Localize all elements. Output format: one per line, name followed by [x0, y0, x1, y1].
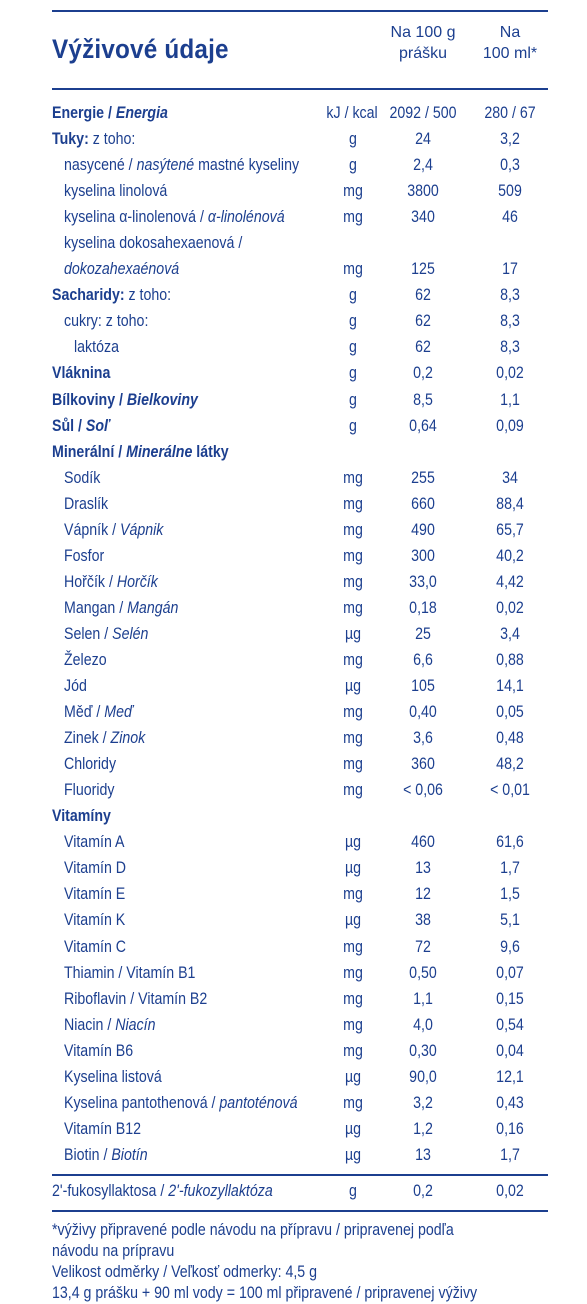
table-row — [52, 569, 548, 595]
text-segment: Vitamín C — [64, 937, 127, 956]
value-per-100g: 360 — [411, 755, 435, 774]
text-segment: Selén — [112, 624, 149, 643]
nutrient-name — [64, 1116, 141, 1142]
unit: mg — [343, 182, 363, 201]
text-segment: Vápník / — [64, 520, 121, 539]
unit: mg — [343, 963, 363, 982]
value-per-100g: 4,0 — [413, 1015, 433, 1034]
value-per-100g: 340 — [411, 208, 435, 227]
text-segment: Sůl / — [52, 416, 86, 435]
unit: mg — [343, 781, 363, 800]
nutrient-name — [64, 517, 163, 543]
value-per-100ml: 3,4 — [500, 624, 520, 643]
value-per-100ml: 17 — [502, 260, 518, 279]
text-segment: Jód — [64, 677, 87, 696]
value-per-100g: 0,64 — [409, 416, 437, 435]
value-per-100ml: 9,6 — [500, 937, 520, 956]
unit: µg — [344, 1119, 362, 1138]
value-per-100ml: 8,3 — [500, 286, 520, 305]
table-header — [52, 12, 548, 90]
value-per-100g: 1,2 — [413, 1119, 433, 1138]
value-per-100g: 25 — [415, 624, 431, 643]
value-per-100g: 490 — [411, 520, 435, 539]
text-segment: Vitamín A — [64, 833, 125, 852]
value-per-100ml: 0,09 — [496, 416, 524, 435]
value-per-100ml: 1,7 — [500, 1145, 520, 1164]
text-segment: výživy — [434, 1283, 478, 1302]
nutrient-name — [64, 178, 167, 204]
nutrient-name — [64, 569, 158, 595]
value-per-100ml: 14,1 — [496, 677, 524, 696]
table-row — [52, 1142, 548, 1168]
nutrition-rows — [52, 90, 548, 1168]
unit: g — [349, 130, 357, 149]
text-segment: Sacharidy: — [52, 286, 125, 305]
table-row — [52, 282, 548, 308]
text-segment: Soľ — [85, 416, 110, 435]
text-segment: Zinek / — [64, 729, 111, 748]
nutrient-name — [64, 881, 125, 907]
unit: mg — [343, 1015, 363, 1034]
value-per-100g: 38 — [415, 911, 431, 930]
unit: mg — [343, 1041, 363, 1060]
unit: mg — [343, 494, 363, 513]
text-segment: Fosfor — [64, 546, 105, 565]
table-row — [52, 595, 548, 621]
unit: mg — [343, 572, 363, 591]
unit: mg — [343, 598, 363, 617]
scoop-size-note — [52, 1262, 542, 1283]
value-per-100g: 255 — [411, 468, 435, 487]
value-per-100g: 0,2 — [413, 1181, 433, 1200]
nutrient-name — [64, 543, 104, 569]
unit: g — [349, 1181, 357, 1200]
value-per-100ml: 0,02 — [496, 598, 524, 617]
unit: g — [349, 390, 357, 409]
text-segment: z toho: — [88, 130, 136, 149]
nutrient-name — [64, 647, 107, 673]
unit: µg — [344, 859, 362, 878]
text-segment: Fluoridy — [64, 781, 115, 800]
value-per-100ml: 65,7 — [496, 520, 524, 539]
table-row — [52, 439, 548, 465]
text-segment: 2'-fukozyllaktóza — [168, 1181, 273, 1200]
value-per-100ml: 46 — [502, 208, 518, 227]
text-segment: Velikost odměrky / — [52, 1262, 172, 1281]
unit: mg — [343, 703, 363, 722]
table-row — [52, 777, 548, 803]
value-per-100ml: 88,4 — [496, 494, 524, 513]
text-segment: Sodík — [64, 468, 101, 487]
text-segment: látky — [192, 442, 229, 461]
unit: mg — [343, 937, 363, 956]
value-per-100ml: 0,15 — [496, 989, 524, 1008]
text-segment: kyselina dokosahexaenová / — [64, 234, 243, 253]
unit: mg — [343, 208, 363, 227]
text-segment: Zinok — [110, 729, 146, 748]
text-segment: *výživy připravené podle návodu na přípravu / — [52, 1220, 344, 1239]
value-per-100ml: 5,1 — [500, 911, 520, 930]
value-per-100g: 660 — [411, 494, 435, 513]
table-row — [52, 1090, 548, 1116]
value-per-100g: 1,1 — [413, 989, 433, 1008]
text-segment: mastné kyseliny — [194, 156, 300, 175]
value-per-100g: 62 — [415, 312, 431, 331]
value-per-100g: 125 — [411, 260, 435, 279]
table-row — [52, 204, 548, 230]
value-per-100ml: 34 — [502, 468, 518, 487]
value-per-100ml: 40,2 — [496, 546, 524, 565]
table-row — [52, 647, 548, 673]
unit: µg — [344, 1067, 362, 1086]
nutrient-name — [52, 1178, 273, 1204]
unit: µg — [344, 677, 362, 696]
nutrient-name — [64, 1142, 148, 1168]
text-segment: kyselina α-linolenová / — [64, 208, 208, 227]
value-per-100ml: 0,04 — [496, 1041, 524, 1060]
text-segment: Veľkosť odmerky — [171, 1262, 278, 1281]
text-segment: Energia — [115, 104, 168, 122]
unit: mg — [343, 260, 363, 279]
nutrient-name — [64, 1038, 133, 1064]
nutrient-name — [64, 491, 108, 517]
nutrient-name — [52, 360, 110, 386]
nutrient-name — [64, 673, 87, 699]
nutrient-name — [64, 751, 116, 777]
value-per-100ml: 0,88 — [496, 650, 524, 669]
text-segment: Tuky: — [52, 130, 89, 149]
footnote-line-1 — [52, 1220, 542, 1241]
table-row — [52, 308, 548, 334]
text-segment: Riboflavin / Vitamín B2 — [64, 989, 208, 1008]
value-per-100ml: 1,7 — [500, 859, 520, 878]
nutrient-name — [64, 960, 195, 986]
unit: g — [349, 286, 357, 305]
text-segment: 2'-fukosyllaktosa / — [52, 1181, 169, 1200]
nutrient-name — [64, 986, 207, 1012]
unit: g — [349, 416, 357, 435]
text-segment: Minerální / — [52, 442, 127, 461]
nutrient-name — [64, 204, 285, 230]
text-segment: Meď — [104, 703, 133, 722]
text-segment: Vitamín K — [64, 911, 126, 930]
nutrient-name — [52, 439, 229, 465]
table-row — [52, 230, 548, 256]
value-per-100g: 2092 / 500 — [389, 104, 457, 122]
unit: mg — [343, 885, 363, 904]
text-segment: cukry: z toho: — [64, 312, 149, 331]
value-per-100g: 0,18 — [409, 598, 437, 617]
table-row — [52, 855, 548, 881]
value-per-100g: 62 — [415, 286, 431, 305]
nutrient-name — [64, 595, 178, 621]
value-per-100ml: 8,3 — [500, 338, 520, 357]
table-row — [52, 256, 548, 282]
value-per-100g: 2,4 — [413, 156, 433, 175]
table-row — [52, 413, 548, 439]
value-per-100g: 12 — [415, 885, 431, 904]
nutrient-name — [64, 1090, 298, 1116]
nutrient-name — [64, 465, 100, 491]
column-header-per-100g-line2: prášku — [398, 45, 448, 62]
text-segment: Vápnik — [120, 520, 164, 539]
text-segment: Bílkoviny / — [52, 390, 127, 409]
value-per-100g: 105 — [411, 677, 435, 696]
value-per-100ml: 1,1 — [500, 390, 520, 409]
unit: mg — [343, 520, 363, 539]
text-segment: Draslík — [64, 494, 109, 513]
nutrient-name — [64, 621, 148, 647]
value-per-100g: 62 — [415, 338, 431, 357]
unit: µg — [344, 624, 362, 643]
text-segment: Vitamín E — [64, 885, 126, 904]
nutrient-name — [64, 934, 126, 960]
text-segment: laktóza — [74, 338, 119, 357]
value-per-100ml: 0,16 — [496, 1119, 524, 1138]
nutrient-name — [64, 230, 242, 256]
unit: mg — [343, 729, 363, 748]
table-row — [52, 334, 548, 360]
nutrient-name — [74, 334, 119, 360]
table-row — [52, 803, 548, 829]
text-segment: Kyselina pantothenová / — [64, 1093, 220, 1112]
text-segment: Bielkoviny — [126, 390, 198, 409]
table-row — [52, 751, 548, 777]
text-segment: Niacin / — [64, 1015, 116, 1034]
table-row — [52, 491, 548, 517]
nutrition-panel — [52, 10, 548, 1304]
value-per-100g: 0,2 — [413, 364, 433, 383]
text-segment: Biotín — [111, 1145, 148, 1164]
value-per-100g: 90,0 — [409, 1067, 437, 1086]
table-row — [52, 881, 548, 907]
text-segment: kyselina linolová — [64, 182, 168, 201]
text-segment: Hořčík / — [64, 572, 117, 591]
text-segment: Biotin / — [64, 1145, 112, 1164]
table-row — [52, 1116, 548, 1142]
value-per-100g: 300 — [411, 546, 435, 565]
nutrient-name — [52, 100, 168, 126]
table-row — [52, 152, 548, 178]
unit: mg — [343, 546, 363, 565]
unit: g — [349, 364, 357, 383]
column-header-per-100ml-line1: Na — [499, 24, 521, 41]
unit: kJ / kcal — [326, 104, 378, 122]
table-row — [52, 465, 548, 491]
preparation-note — [52, 1283, 542, 1304]
text-segment: Chloridy — [64, 755, 117, 774]
nutrient-name — [52, 126, 135, 152]
value-per-100g: 3800 — [407, 182, 439, 201]
value-per-100g: 13 — [415, 859, 431, 878]
text-segment: dokozahexaénová — [64, 260, 180, 279]
table-row — [52, 621, 548, 647]
column-header-per-100g — [378, 22, 468, 64]
nutrient-name — [64, 308, 148, 334]
table-row — [52, 986, 548, 1012]
text-segment: pripravenej — [364, 1283, 435, 1302]
table-row — [52, 673, 548, 699]
value-per-100g: 3,2 — [413, 1093, 433, 1112]
unit: g — [349, 156, 357, 175]
nutrient-name — [64, 855, 126, 881]
value-per-100g: < 0,06 — [403, 781, 443, 800]
nutrient-name — [64, 777, 114, 803]
value-per-100g: 24 — [415, 130, 431, 149]
table-row — [52, 1038, 548, 1064]
text-segment: Energie / — [52, 104, 116, 122]
text-segment: Měď / — [64, 703, 105, 722]
table-row — [52, 100, 548, 126]
nutrient-name — [64, 907, 125, 933]
value-per-100ml: 8,3 — [500, 312, 520, 331]
value-per-100g: 13 — [415, 1145, 431, 1164]
nutrient-name — [64, 152, 299, 178]
unit: mg — [343, 468, 363, 487]
text-segment: Mangan / — [64, 598, 128, 617]
value-per-100ml: 0,07 — [496, 963, 524, 982]
value-per-100g: 8,5 — [413, 390, 433, 409]
value-per-100ml: 4,42 — [496, 572, 524, 591]
value-per-100ml: 3,2 — [500, 130, 520, 149]
value-per-100g: 0,40 — [409, 703, 437, 722]
value-per-100g: 6,6 — [413, 650, 433, 669]
unit: µg — [344, 833, 362, 852]
unit: mg — [343, 650, 363, 669]
text-segment: Thiamin / Vitamín B1 — [64, 963, 196, 982]
table-row — [52, 1064, 548, 1090]
nutrient-name — [64, 1012, 155, 1038]
unit: g — [349, 312, 357, 331]
table-row — [52, 543, 548, 569]
value-per-100g: 33,0 — [409, 572, 437, 591]
value-per-100ml: 12,1 — [496, 1067, 524, 1086]
nutrient-name — [64, 725, 145, 751]
table-row — [52, 126, 548, 152]
nutrient-name — [52, 282, 171, 308]
nutrient-name — [52, 413, 110, 439]
text-segment: Niacín — [115, 1015, 156, 1034]
text-segment: Mangán — [127, 598, 179, 617]
table-row — [52, 960, 548, 986]
text-segment: α-linolénová — [207, 208, 285, 227]
text-segment: Horčík — [116, 572, 158, 591]
column-header-per-100g-line1: Na 100 g — [390, 24, 456, 41]
footnote-line-2 — [52, 1241, 542, 1262]
table-row — [52, 517, 548, 543]
table-row — [52, 699, 548, 725]
column-header-per-100ml — [472, 22, 548, 64]
table-row — [52, 829, 548, 855]
nutrient-name — [64, 699, 133, 725]
footer-notes — [52, 1220, 542, 1304]
unit: mg — [343, 1093, 363, 1112]
table-row — [52, 907, 548, 933]
text-segment: Vláknina — [52, 364, 111, 383]
text-segment: : 4,5 g — [277, 1262, 318, 1281]
nutrient-name — [52, 387, 198, 413]
value-per-100g: 3,6 — [413, 729, 433, 748]
value-per-100ml: 509 — [498, 182, 522, 201]
value-per-100ml: 0,43 — [496, 1093, 524, 1112]
value-per-100ml: 0,3 — [500, 156, 520, 175]
value-per-100ml: 0,02 — [496, 1181, 524, 1200]
fucosyllactose-section — [52, 1176, 548, 1204]
text-segment: Železo — [64, 650, 107, 669]
text-segment: 13,4 g prášku + 90 ml vody = 100 ml připravené / — [52, 1283, 365, 1302]
text-segment: Kyselina listová — [64, 1067, 162, 1086]
text-segment: Selen / — [64, 624, 113, 643]
text-segment: z toho: — [124, 286, 172, 305]
text-segment: Minerálne — [126, 442, 193, 461]
table-row — [52, 725, 548, 751]
value-per-100ml: 0,05 — [496, 703, 524, 722]
unit: µg — [344, 911, 362, 930]
unit: µg — [344, 1145, 362, 1164]
value-per-100ml: 1,5 — [500, 885, 520, 904]
value-per-100ml: 61,6 — [496, 833, 524, 852]
table-row — [52, 1178, 548, 1204]
text-segment: pripravenej podľa — [343, 1220, 454, 1239]
unit: mg — [343, 989, 363, 1008]
table-row — [52, 178, 548, 204]
nutrient-name — [64, 829, 124, 855]
value-per-100ml: < 0,01 — [490, 781, 530, 800]
text-segment: návodu na prípravu — [52, 1241, 175, 1260]
table-row — [52, 360, 548, 386]
text-segment: pantoténová — [219, 1093, 298, 1112]
value-per-100g: 72 — [415, 937, 431, 956]
value-per-100ml: 0,02 — [496, 364, 524, 383]
unit: mg — [343, 755, 363, 774]
text-segment: nasýtené — [136, 156, 195, 175]
value-per-100g: 460 — [411, 833, 435, 852]
unit: g — [349, 338, 357, 357]
text-segment: Vitamíny — [52, 807, 111, 826]
table-row — [52, 387, 548, 413]
column-header-per-100ml-line2: 100 ml* — [482, 45, 538, 62]
value-per-100g: 0,30 — [409, 1041, 437, 1060]
value-per-100ml: 280 / 67 — [484, 104, 536, 122]
table-row — [52, 1012, 548, 1038]
text-segment: Vitamín B12 — [64, 1119, 142, 1138]
value-per-100g: 0,50 — [409, 963, 437, 982]
nutrient-name — [64, 1064, 162, 1090]
text-segment: nasycené / — [64, 156, 137, 175]
value-per-100ml: 48,2 — [496, 755, 524, 774]
nutrient-name — [52, 803, 111, 829]
nutrient-name — [64, 256, 179, 282]
value-per-100ml: 0,48 — [496, 729, 524, 748]
table-row — [52, 934, 548, 960]
text-segment: Vitamín B6 — [64, 1041, 134, 1060]
text-segment: Vitamín D — [64, 859, 127, 878]
page-title: Výživové údaje — [52, 34, 229, 64]
bottom-rule — [52, 1210, 548, 1212]
value-per-100ml: 0,54 — [496, 1015, 524, 1034]
